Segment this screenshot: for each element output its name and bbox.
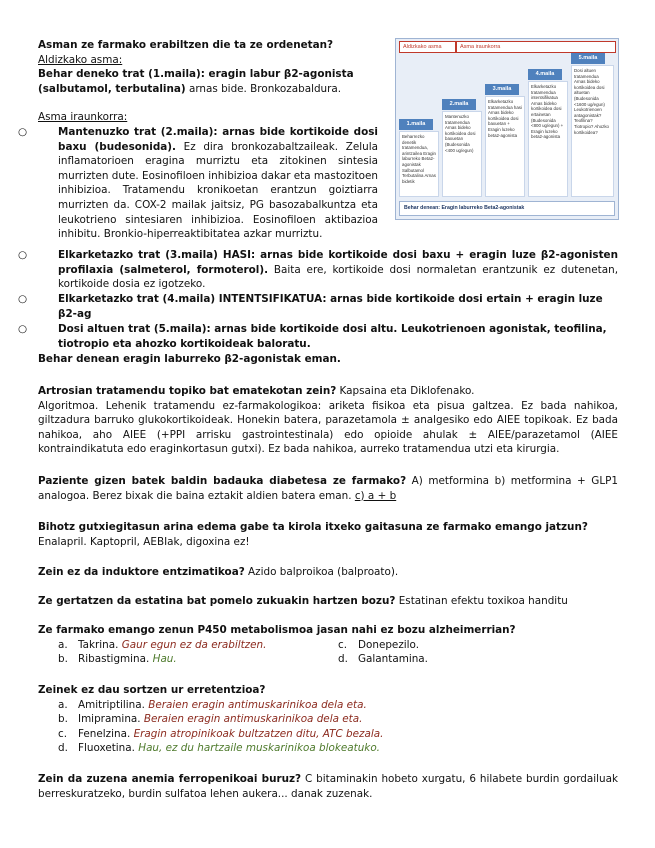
q1-item-1-rest: Ez dira bronkozabaltzaileak. Zelula inflamatorioen eragina murriztu eta zitokinen sintesia murrizten dute. Eosinofiloen inhibizioa dakar eta mastozitoen inhibizioa. Tratamendu kronikoetan erantzun goiztiarra murrizten da. COX-2 mailak jaitsiz, PG basozabalkuntza eta leukotrieno sintesiaren inhibizioa. Eosinofiloen aktibazioa inhibitu. Bronkio-hiperreaktibitatea azkar murriztu. [58,140,379,241]
option-note: Beraien eragin antimuskarinikoa dela eta. [148,698,367,711]
option-note: Gaur egun ez da erabiltzen. [121,638,267,651]
figure-step-5-label: 5.maila [571,53,605,64]
option-text: Fluoxetina. [78,742,135,755]
bullet-icon: ○ [18,126,28,138]
q1-intermittent-bold: Behar deneko trat (1.maila): eragin labur β2-agonista (salbutamol, terbutalina) [38,68,354,95]
option-text: Galantamina. [358,653,428,666]
option-key: a. [58,698,68,711]
q1-item-1-bold: Mantenuzko trat (2.maila): arnas bide kortikoide dosi baxu (budesonida). [58,126,378,153]
q3-answer: A) metformina b) metformina + GLP1 analogoa. Berez bixak die baina eztakit aldien batera eman. [38,475,618,502]
q4-question: Bihotz gutxiegitasun arina edema gabe ta kirola itxeko gaitasuna ze farmako emango jatzun? [38,521,588,533]
q5-question: Zein ez da induktore entzimatikoa? [38,566,245,578]
q5-section [38,565,618,580]
option-note: Beraien eragin antimuskarinikoa dela eta. [143,713,363,726]
q1-item-3 [18,292,618,321]
bullet-icon: ○ [18,323,28,335]
figure-step-3-text: Elkarketazko tratamendua hasi Arnas bideko kortikoidea dosi baxuetan + Eragin luzeko beta2-agonista [485,96,525,197]
q1-item-4-bold: Dosi altuen trat (5.maila): arnas bide kortikoide dosi altu. Leukotrienoen agonistak, teofilina, tiotropio eta ahozko kortikoideak baloratu. [58,323,607,350]
q9-question: Zein da zuzena anemia ferropenikoai buruz? [38,773,302,785]
bullet-icon: ○ [18,293,28,305]
q8-option-c [58,727,618,742]
option-text: Imipramina. [78,713,141,726]
q1-intermittent [38,67,378,96]
q9-section [38,772,618,801]
q7-option-a [58,638,338,653]
q1-title: Asman ze farmako erabiltzen die ta ze ordenetan? [38,39,334,51]
q5-answer: Azido balproikoa (balproato). [244,566,399,578]
q8-question: Zeinek ez dau sortzen ur erretentzioa? [38,684,266,696]
asthma-steps-figure [395,38,619,220]
option-key: b. [58,713,68,726]
option-text: Ribastigmina. [78,653,150,666]
figure-step-2-label: 2.maila [442,99,476,110]
q1-closing [38,352,618,367]
q1-intermittent-rest: arnas bide. Bronkozabaldura. [185,82,342,95]
q8-option-d [58,741,618,756]
q4-section [38,520,618,549]
q1-item-2-rest: Baita ere, kortikoide dosi normaletan erantzunik ez dutenetan, kortikoide dosia ez igotzeko. [58,263,618,291]
q8-option-b [58,712,618,727]
option-key: d. [338,653,348,666]
q7-option-c [338,638,618,653]
q1-section [38,38,378,125]
q7-section [38,623,618,667]
option-key: a. [58,638,68,651]
figure-step-1-text: Beharrezko denetik tratamendua, arintzailea Eragin laburreko Beta2-agonistak Salbutamol Terbutalina Arnas bidetik [399,131,439,197]
q8-option-a [58,698,618,713]
q3-question: Paziente gizen batek baldin badauka diabetesa ze farmako? [38,475,407,487]
figure-header-persistent: Asma iraunkorra [456,41,616,53]
figure-step-3-label: 3.maila [485,84,519,95]
option-note: Hau. [152,653,177,666]
figure-step-4-label: 4.maila [528,69,562,80]
option-note: Eragin atropinikoak bultzatzen ditu, ATC bezala. [133,727,384,740]
q2-answer: Kapsaina eta Diklofenako. [336,385,475,397]
q1-intermittent-heading: Aldizkako asma: [38,53,123,66]
q2-section [38,384,618,457]
q2-body: Algoritmoa. Lehenik tratamendu ez-farmakologikoa: ariketa fisikoa eta pisua galtzea. Ez bada nahikoa, giltzadura barruko glukokortikoideak. Honekin batera, parazetamola ± analgesiko edo AIEE topikoak. Ez bada nahikoa, aho AIEE (+PPI arrisku gastrointestinala) edo opioide ahulak ± AIEE/parazetamol (AIEE kontraindikatuta edo eraginkortasun gutxi). Ez bada nahikoa, aurreko tratamendua utzi eta kirurgia. [38,399,618,456]
option-text: Takrina. [78,638,119,651]
q1-item-2-bold: Elkarketazko trat (3.maila) HASI: arnas bide kortikoide dosi baxu + eragin luze β2-agonisten profilaxia (salmeterol, formoterol). [58,249,618,276]
figure-footer: Behar denean: Eragin laburreko Beta2-agonistak [399,201,615,216]
option-key: c. [338,638,348,651]
option-text: Amitriptilina. [78,698,145,711]
q9-answer: C bitaminakin hobeto xurgatu, 6 hilabete burdin gordailuak berreskuratzeko, burdin sulfatoa lehen aukera... danak zuzenak. [38,773,618,800]
q2-question: Artrosian tratamendu topiko bat ematekotan zein? [38,385,337,397]
q1-persistent-heading: Asma iraunkorra: [38,111,128,124]
q1-closing-text: Behar denean eragin laburreko β2-agonistak eman. [38,353,341,365]
q6-answer: Estatinan efektu toxikoa handitu [395,595,568,607]
q3-section [38,474,618,503]
q1-question [38,38,378,53]
q8-section [38,683,618,756]
option-key: c. [58,727,68,740]
q1-item-1 [18,125,379,242]
figure-step-5-text: Dosi altuen tratamendua Arnas bideko kortikoidea dosi altuetan (Budesonida <1600 ug/egun) Leukotrienoen antagonistak? Teofilina? Tiotropio? Ahozko kortikoidea? [571,65,614,197]
figure-step-1-label: 1.maila [399,119,433,130]
bullet-icon: ○ [18,249,28,261]
option-key: d. [58,742,68,755]
q7-option-d [338,652,618,667]
figure-step-2-text: Mantenuzko tratamendua Arnas bideko kortikoidea dosi baxuetan (Budesonida <400 ug/egun) [442,111,482,197]
option-text: Donepezilo. [358,638,420,651]
q6-question: Ze gertatzen da estatina bat pomelo zukuakin hartzen bozu? [38,595,396,607]
q4-answer: Enalapril. Kaptopril, AEBIak, digoxina ez! [38,535,250,548]
option-note: Hau, ez du hartzaile muskarinikoa blokeatuko. [138,742,380,755]
figure-step-4-text: Elkarketazko tratamendua intentsifikatua Arnas bideko kortikoidea dosi ertainetan (Budesonida <800 ug/egun) + Eragin luzeko beta2-agonista [528,81,568,197]
q1-item-4 [18,322,618,351]
option-text: Fenelzina. [78,727,131,740]
q7-option-b [58,652,338,667]
q3-underlined: c) a + b [354,489,397,502]
q1-item-2 [18,248,618,292]
option-key: b. [58,653,68,666]
q1-item-3-bold: Elkarketazko trat (4.maila) INTENTSIFIKATUA: arnas bide kortikoide dosi ertain + eragin luze β2-ag [58,293,603,320]
q6-section [38,594,618,609]
figure-header-intermittent: Aldizkako asma [399,41,456,53]
q7-question: Ze farmako emango zenun P450 metabolismoa jasan nahi ez bozu alzheimerrian? [38,624,516,636]
